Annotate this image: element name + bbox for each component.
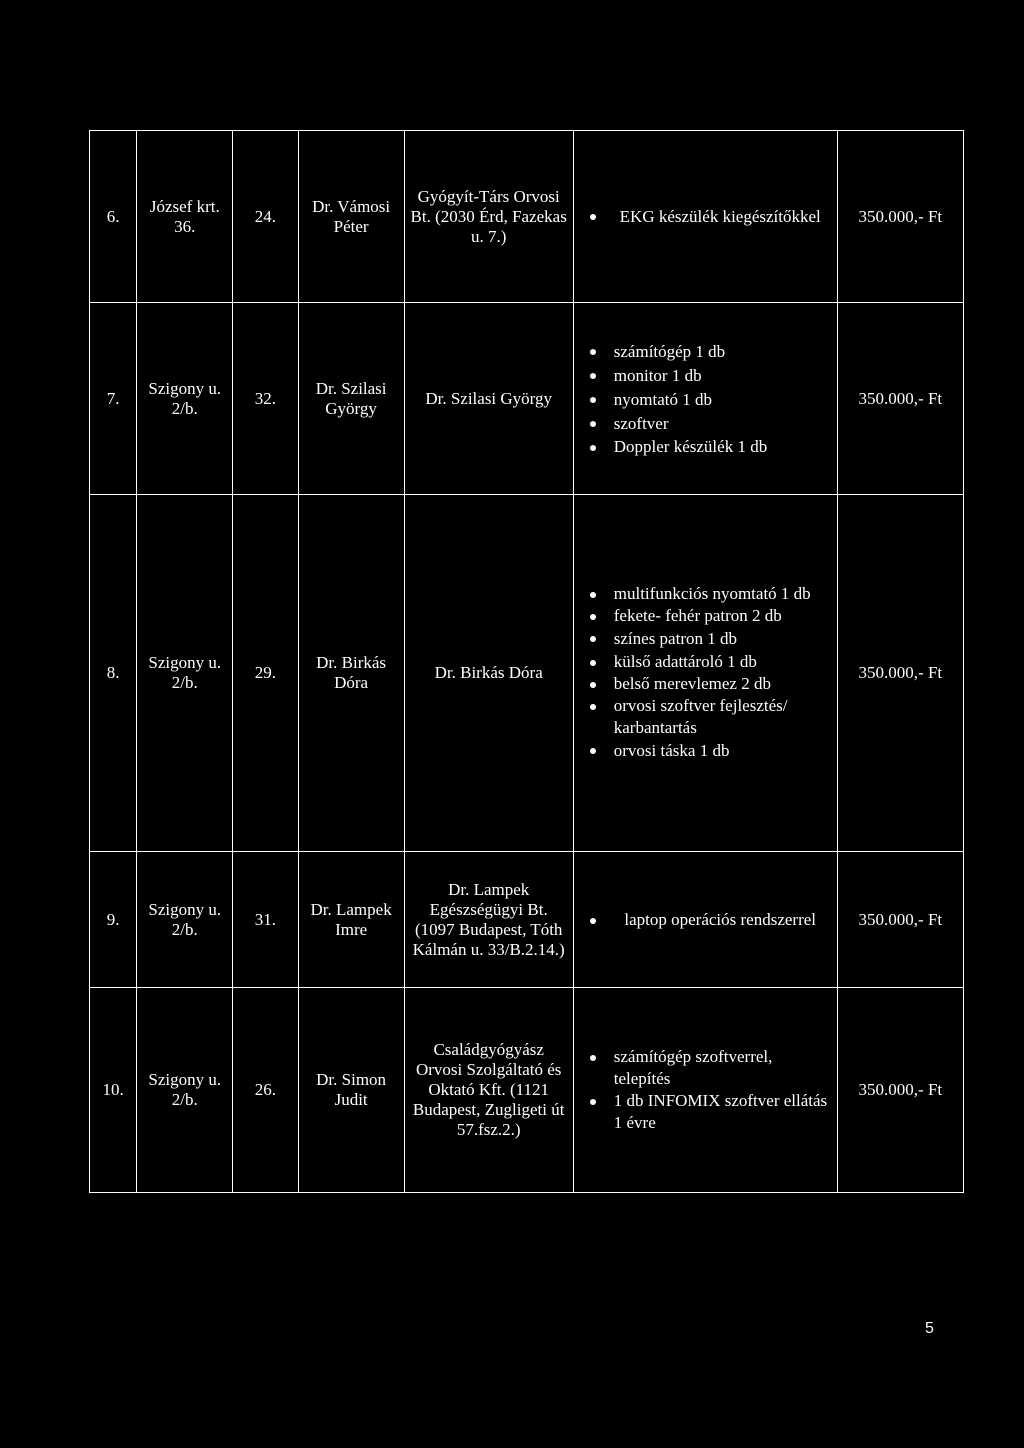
applicant: Dr. Lampek Egészségügyi Bt. (1097 Budapest, Tóth Kálmán u. 33/B.2.14.) <box>404 852 573 988</box>
list-item: szoftver <box>590 412 833 436</box>
list-item: monitor 1 db <box>590 364 833 388</box>
items-cell <box>573 131 837 303</box>
house-number: 26. <box>233 988 298 1193</box>
doctor-name: Dr. Lampek Imre <box>298 852 404 988</box>
row-number: 7. <box>90 303 137 495</box>
amount: 350.000,- Ft <box>837 131 963 303</box>
list-item: EKG készülék kiegészítőkkel <box>590 205 833 229</box>
row-number: 8. <box>90 495 137 852</box>
address: Szigony u. 2/b. <box>137 303 233 495</box>
table-row <box>90 131 964 303</box>
list-item: orvosi táska 1 db <box>590 739 833 763</box>
amount: 350.000,- Ft <box>837 852 963 988</box>
house-number: 29. <box>233 495 298 852</box>
item-list <box>590 909 833 931</box>
applicant: Dr. Szilasi György <box>404 303 573 495</box>
list-item: nyomtató 1 db <box>590 388 833 412</box>
list-item: külső adattároló 1 db <box>590 651 833 673</box>
item-list <box>590 205 833 229</box>
applicant: Családgyógyász Orvosi Szolgáltató és Oktató Kft. (1121 Budapest, Zugligeti út 57.fsz.2.) <box>404 988 573 1193</box>
amount: 350.000,- Ft <box>837 303 963 495</box>
address: Szigony u. 2/b. <box>137 495 233 852</box>
page-number: 5 <box>925 1320 934 1337</box>
row-number: 10. <box>90 988 137 1193</box>
address: Szigony u. 2/b. <box>137 988 233 1193</box>
row-number: 6. <box>90 131 137 303</box>
house-number: 31. <box>233 852 298 988</box>
list-item: 1 db INFOMIX szoftver ellátás 1 évre <box>590 1090 833 1134</box>
table-row <box>90 303 964 495</box>
list-item: Doppler készülék 1 db <box>590 436 833 458</box>
doctor-name: Dr. Vámosi Péter <box>298 131 404 303</box>
grant-table <box>89 130 964 1193</box>
list-item: színes patron 1 db <box>590 627 833 651</box>
list-item: laptop operációs rendszerrel <box>590 909 833 931</box>
amount: 350.000,- Ft <box>837 988 963 1193</box>
amount: 350.000,- Ft <box>837 495 963 852</box>
address: Szigony u. 2/b. <box>137 852 233 988</box>
doctor-name: Dr. Simon Judit <box>298 988 404 1193</box>
item-list <box>590 1046 833 1134</box>
address: József krt. 36. <box>137 131 233 303</box>
list-item: fekete- fehér patron 2 db <box>590 605 833 627</box>
list-item: számítógép 1 db <box>590 340 833 364</box>
house-number: 24. <box>233 131 298 303</box>
applicant: Dr. Birkás Dóra <box>404 495 573 852</box>
item-list <box>590 340 833 458</box>
items-cell <box>573 988 837 1193</box>
table-row <box>90 988 964 1193</box>
items-cell <box>573 495 837 852</box>
house-number: 32. <box>233 303 298 495</box>
doctor-name: Dr. Birkás Dóra <box>298 495 404 852</box>
applicant: Gyógyít-Társ Orvosi Bt. (2030 Érd, Fazekas u. 7.) <box>404 131 573 303</box>
list-item: belső merevlemez 2 db <box>590 673 833 695</box>
list-item: multifunkciós nyomtató 1 db <box>590 583 833 605</box>
row-number: 9. <box>90 852 137 988</box>
items-cell <box>573 303 837 495</box>
table-row <box>90 495 964 852</box>
list-item: orvosi szoftver fejlesztés/ karbantartás <box>590 695 833 739</box>
table-row <box>90 852 964 988</box>
item-list <box>590 583 833 763</box>
list-item: számítógép szoftverrel, telepítés <box>590 1046 833 1090</box>
doctor-name: Dr. Szilasi György <box>298 303 404 495</box>
items-cell <box>573 852 837 988</box>
